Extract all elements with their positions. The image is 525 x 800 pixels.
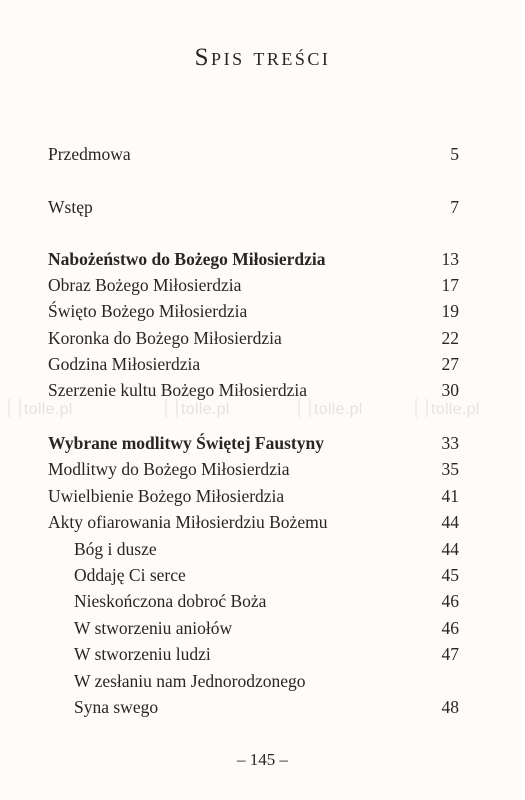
toc-entry-title: Modlitwy do Bożego Miłosierdzia — [48, 459, 290, 479]
toc-entry-title: Bóg i dusze — [74, 539, 157, 559]
toc-entry-page: 41 — [441, 486, 459, 506]
toc-entry-title: Godzina Miłosierdzia — [48, 354, 201, 374]
toc-entry-page: 47 — [441, 644, 459, 664]
toc-entry — [48, 485, 459, 507]
toc-entry-title: Święto Bożego Miłosierdzia — [48, 301, 248, 321]
toc-subentry — [74, 670, 459, 692]
toc-entry-title: W stworzeniu ludzi — [74, 644, 211, 664]
toc-entry — [48, 327, 459, 349]
toc-entry — [48, 274, 459, 296]
toc-entry-page: 22 — [441, 328, 459, 348]
toc-entry-page: 33 — [441, 433, 459, 453]
watermark: tolle.pl — [8, 398, 73, 419]
toc-entry-title: Akty ofiarowania Miłosierdziu Bożemu — [48, 512, 328, 532]
toc-entry-page: 45 — [441, 565, 459, 585]
toc-entry-title: W zesłaniu nam Jednorodzonego — [74, 671, 306, 691]
toc-subentry — [74, 538, 459, 560]
toc-entry-title: Wybrane modlitwy Świętej Faustyny — [48, 433, 324, 453]
toc-entry — [48, 511, 459, 533]
watermark: tolle.pl — [298, 398, 363, 419]
watermark-logo-icon — [415, 398, 428, 418]
toc-entry-title: Szerzenie kultu Bożego Miłosierdzia — [48, 380, 308, 400]
toc-entry-title: Nieskończona dobroć Boża — [74, 591, 267, 611]
toc-entry-page: 19 — [441, 301, 459, 321]
watermark: tolle.pl — [165, 398, 230, 419]
toc-entry-page: 5 — [450, 144, 459, 164]
toc-entry-page: 46 — [441, 618, 459, 638]
toc-subentry — [74, 643, 459, 665]
toc-entry — [48, 458, 459, 480]
toc-entry-page: 27 — [441, 354, 459, 374]
watermark-logo-icon — [8, 398, 21, 418]
toc-subentry — [74, 564, 459, 586]
toc-section-heading — [48, 248, 459, 270]
toc-entry-page: 7 — [450, 197, 459, 217]
toc-subentry — [74, 617, 459, 639]
toc-subentry — [74, 696, 459, 718]
watermark-row — [0, 398, 525, 428]
toc-entry-title: Uwielbienie Bożego Miłosierdzia — [48, 486, 285, 506]
toc-entry — [48, 353, 459, 375]
toc-entry-title: Koronka do Bożego Miłosierdzia — [48, 328, 282, 348]
toc-entry-title: Nabożeństwo do Bożego Miłosierdzia — [48, 249, 326, 269]
toc-entry-wstep — [48, 196, 459, 218]
watermark: tolle.pl — [415, 398, 480, 419]
toc-entry-page: 44 — [441, 539, 459, 559]
toc-entry-page: 17 — [441, 275, 459, 295]
toc-subentry — [74, 590, 459, 612]
page-number: – 145 – — [237, 750, 288, 769]
toc-entry-title: Syna swego — [74, 697, 159, 717]
toc-entry-page: 46 — [441, 591, 459, 611]
toc-entry-title: Obraz Bożego Miłosierdzia — [48, 275, 242, 295]
toc-entry-page: 13 — [441, 249, 459, 269]
toc-entry-page: 30 — [441, 380, 459, 400]
watermark-logo-icon — [298, 398, 311, 418]
watermark-logo-icon — [165, 398, 178, 418]
toc-entry — [48, 300, 459, 322]
toc-entry-title: Przedmowa — [48, 144, 131, 164]
toc-entry-page: 48 — [441, 697, 459, 717]
toc-entry-page: 44 — [441, 512, 459, 532]
toc-entry-przedmowa — [48, 143, 459, 165]
toc-entry-title: Oddaję Ci serce — [74, 565, 186, 585]
toc-entry-page: 35 — [441, 459, 459, 479]
toc-entry-title: W stworzeniu aniołów — [74, 618, 233, 638]
toc-entry-title: Wstęp — [48, 197, 93, 217]
page-title: Spis treści — [194, 44, 331, 71]
toc-section-heading — [48, 432, 459, 454]
